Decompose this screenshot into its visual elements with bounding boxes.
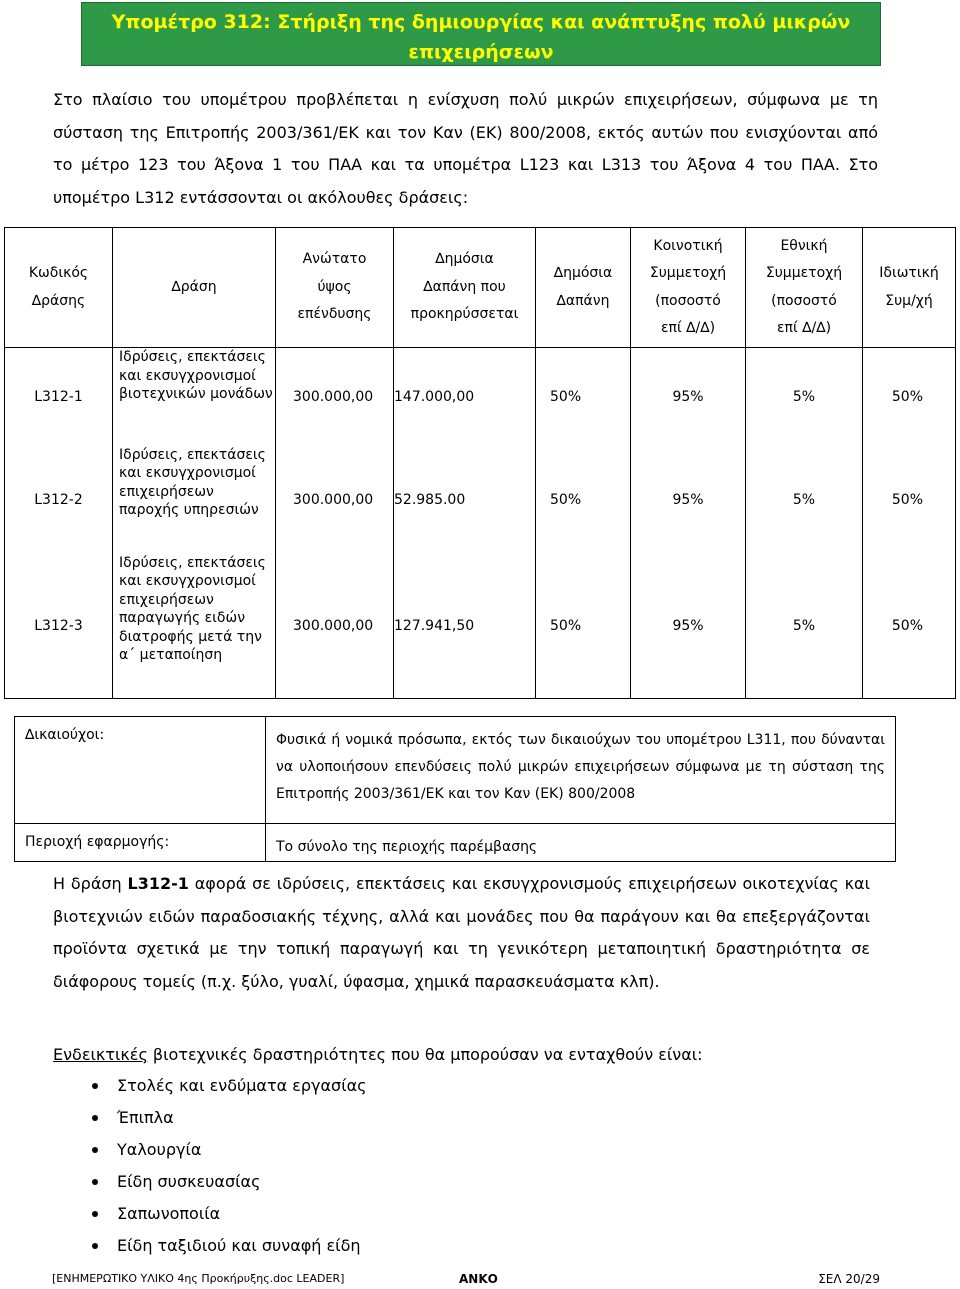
row-max-investment: 300.000,00 xyxy=(276,348,394,446)
note-rest: βιοτεχνικές δραστηριότητες που θα µπορούσαν να ενταχθούν είναι: xyxy=(147,1045,703,1064)
title-banner xyxy=(81,2,881,66)
row-public-announced: 147.000,00 xyxy=(394,348,536,446)
bullet-icon xyxy=(92,1115,98,1121)
page-title-line2: επιχειρήσεων xyxy=(408,41,554,63)
beneficiaries-value: Φυσικά ή νοµικά πρόσωπα, εκτός των δικαιούχων του υποµέτρου L311, που δύνανται να υλοποιήσουν επενδύσεις πολύ µικρών επιχειρήσεων σύµφωνα µε τη σύσταση της Επιτροπής 2003/361/ΕΚ και τον Καν (ΕΚ) 800/2008 xyxy=(266,717,896,824)
header-private: Ιδιωτική Συµ/χή xyxy=(863,228,956,348)
header-eu-share: Κοινοτική Συµµετοχή (ποσοστό επί ∆/∆) xyxy=(631,228,746,348)
row-public: 50% xyxy=(536,446,631,554)
bullet-icon xyxy=(92,1179,98,1185)
table-row xyxy=(5,446,956,554)
table-row xyxy=(5,348,956,446)
area-label: Περιοχή εφαρµογής: xyxy=(15,824,266,862)
table-row xyxy=(5,554,956,699)
page-title xyxy=(82,7,880,67)
row-action: Ιδρύσεις, επεκτάσεις και εκσυγχρονισµοί επιχειρήσεων παραγωγής ειδών διατροφής µετά την α΄ µεταποίηση xyxy=(113,554,276,699)
header-action: ∆ράση xyxy=(113,228,276,348)
bullet-icon xyxy=(92,1211,98,1217)
row-max-investment: 300.000,00 xyxy=(276,554,394,699)
header-code: Κωδικός ∆ράσης xyxy=(5,228,113,348)
note-underlined: Ενδεικτικές xyxy=(53,1045,148,1064)
row-national-share: 5% xyxy=(746,554,863,699)
info-table xyxy=(14,716,896,862)
bullet-icon xyxy=(92,1243,98,1249)
description-code: L312-1 xyxy=(127,874,189,893)
row-public-announced: 52.985.00 xyxy=(394,446,536,554)
beneficiaries-label: ∆ικαιούχοι: xyxy=(15,717,266,824)
indicative-activities-note xyxy=(53,1040,703,1070)
row-private: 50% xyxy=(863,554,956,699)
area-value: Το σύνολο της περιοχής παρέµβασης xyxy=(266,824,896,862)
bullet-icon xyxy=(92,1147,98,1153)
footer-page-number: ΣΕΛ 20/29 xyxy=(818,1272,880,1286)
intro-paragraph: Στο πλαίσιο του υποµέτρου προβλέπεται η ενίσχυση πολύ µικρών επιχειρήσεων, σύµφωνα µε τη σύσταση της Επιτροπής 2003/361/ΕΚ και τον Καν (ΕΚ) 800/2008, εκτός αυτών που ενισχύονται από το µέτρο 123 του Άξονα 1 του ΠΑΑ και τα υποµέτρα L123 και L313 του Άξονα 4 του ΠΑΑ. Στο υποµέτρο L312 εντάσσονται οι ακόλουθες δράσεις: xyxy=(53,90,878,207)
header-public: ∆ηµόσια ∆απάνη xyxy=(536,228,631,348)
footer-organization: ΑΝΚΟ xyxy=(459,1272,498,1286)
row-private: 50% xyxy=(863,446,956,554)
description-start: Η δράση xyxy=(53,874,128,893)
list-item: Είδη συσκευασίας xyxy=(92,1166,367,1198)
row-code: L312-3 xyxy=(5,554,113,699)
action-description xyxy=(53,868,870,998)
page-title-line1: Υποµέτρο 312: Στήριξη της δηµιουργίας και ανάπτυξης πολύ µικρών xyxy=(111,11,851,33)
list-item: Σαπωνοποιία xyxy=(92,1198,367,1230)
row-eu-share: 95% xyxy=(631,446,746,554)
bullet-icon xyxy=(92,1083,98,1089)
list-item: Είδη ταξιδιού και συναφή είδη xyxy=(92,1230,367,1262)
activities-list xyxy=(92,1070,367,1262)
row-action: Ιδρύσεις, επεκτάσεις και εκσυγχρονισµοί βιοτεχνικών µονάδων xyxy=(113,348,276,446)
row-public: 50% xyxy=(536,348,631,446)
list-item: Υαλουργία xyxy=(92,1134,367,1166)
header-max-investment: Ανώτατο ύψος επένδυσης xyxy=(276,228,394,348)
row-max-investment: 300.000,00 xyxy=(276,446,394,554)
row-eu-share: 95% xyxy=(631,554,746,699)
row-eu-share: 95% xyxy=(631,348,746,446)
list-item: Έπιπλα xyxy=(92,1102,367,1134)
footer-document-name: [ΕΝΗΜΕΡΩΤΙΚΟ ΥΛΙΚΟ 4ης Προκήρυξης.doc LEADER] xyxy=(52,1272,345,1285)
row-action: Ιδρύσεις, επεκτάσεις και εκσυγχρονισµοί επιχειρήσεων παροχής υπηρεσιών xyxy=(113,446,276,554)
row-code: L312-1 xyxy=(5,348,113,446)
header-public-announced: ∆ηµόσια ∆απάνη που προκηρύσσεται xyxy=(394,228,536,348)
actions-table xyxy=(4,227,956,699)
row-public-announced: 127.941,50 xyxy=(394,554,536,699)
row-public: 50% xyxy=(536,554,631,699)
row-private: 50% xyxy=(863,348,956,446)
row-national-share: 5% xyxy=(746,348,863,446)
row-code: L312-2 xyxy=(5,446,113,554)
description-rest: αφορά σε ιδρύσεις, επεκτάσεις και εκσυγχρονισµούς επιχειρήσεων οικοτεχνίας και βιοτεχνιών ειδών παραδοσιακής τέχνης, αλλά και µονάδες που θα παράγουν και θα επεξεργάζονται προϊόντα σχετικά µε την τοπική παραγωγή και τη γενικότερη µεταποιητική δραστηριότητα σε διάφορους τοµείς (π.χ. ξύλο, γυαλί, ύφασµα, χηµικά παρασκευάσµατα κλπ). xyxy=(53,874,870,991)
list-item: Στολές και ενδύµατα εργασίας xyxy=(92,1070,367,1102)
header-national-share: Εθνική Συµµετοχή (ποσοστό επί ∆/∆) xyxy=(746,228,863,348)
row-national-share: 5% xyxy=(746,446,863,554)
